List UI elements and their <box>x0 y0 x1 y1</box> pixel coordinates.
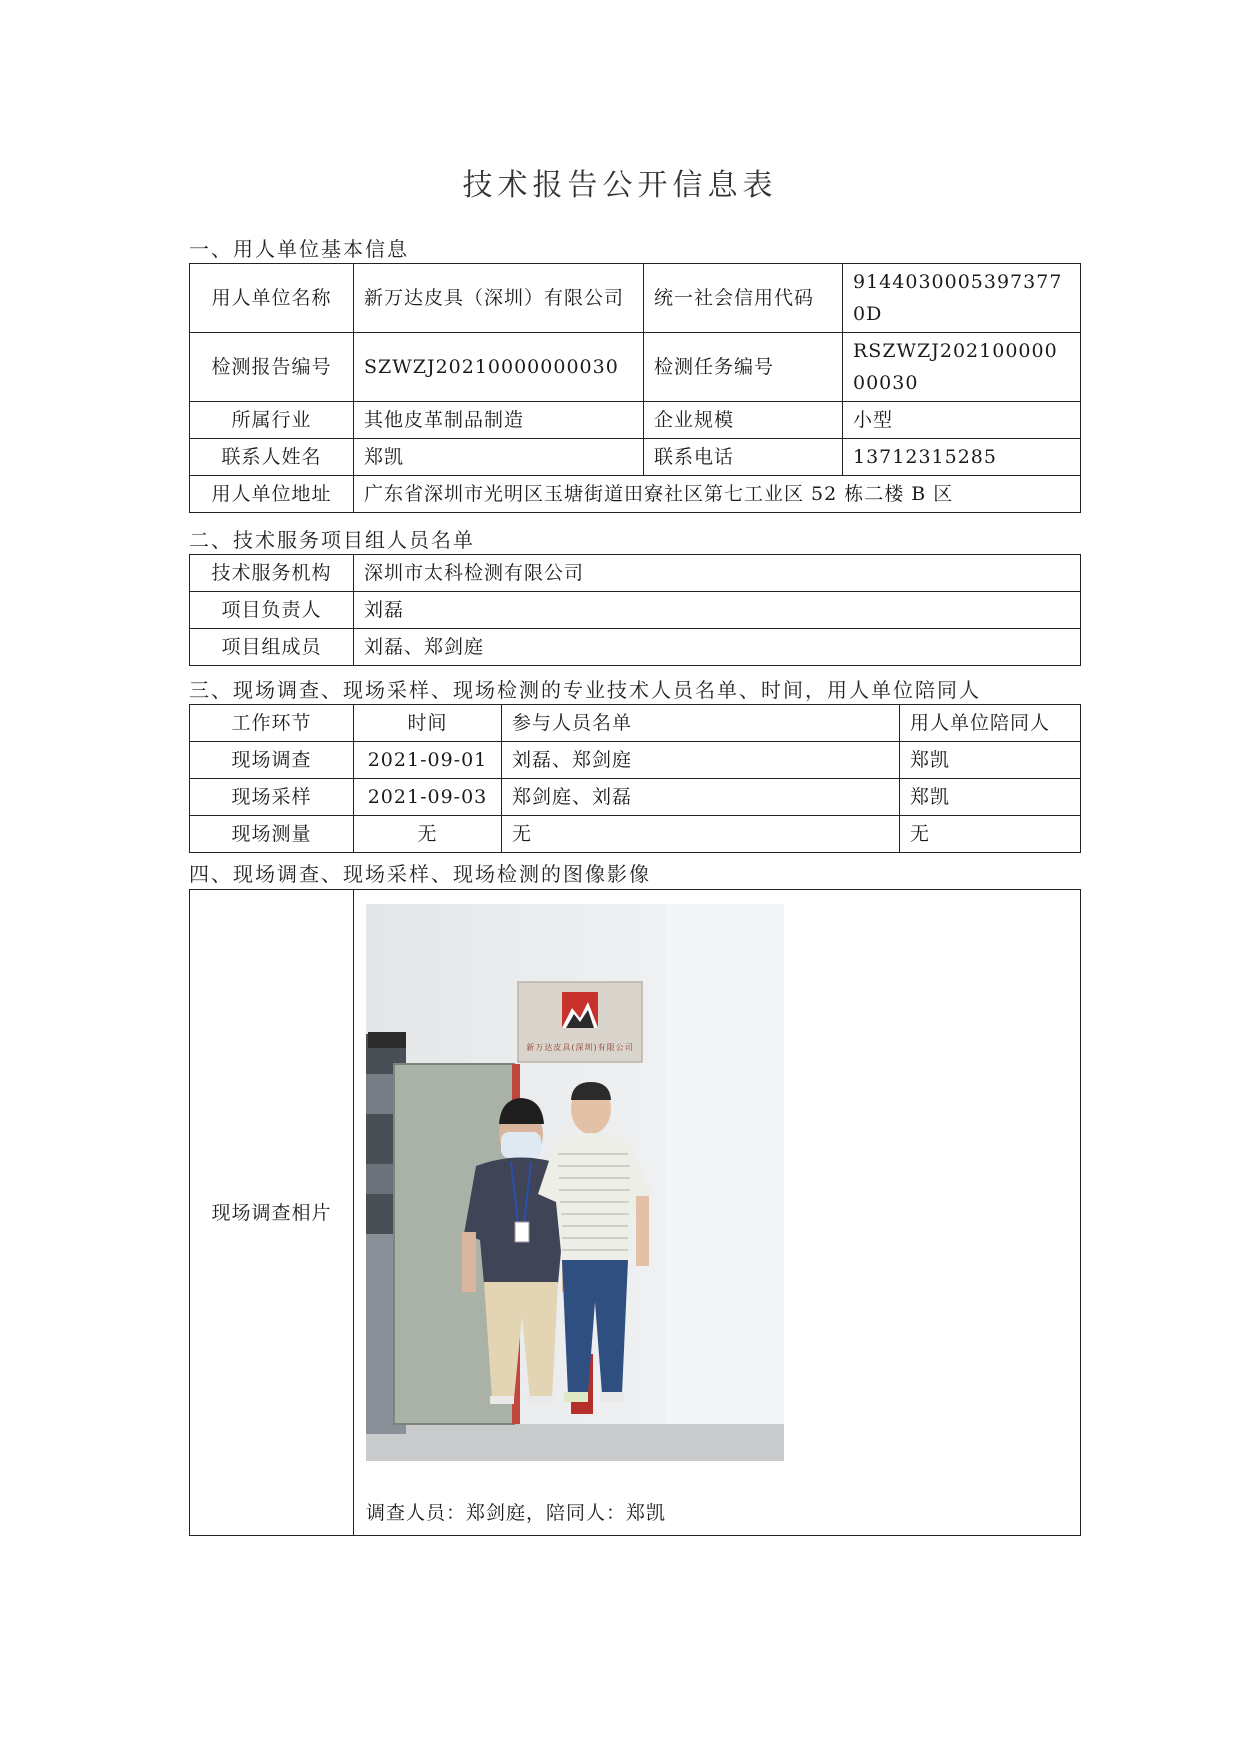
stage-cell: 现场测量 <box>190 816 354 853</box>
task-number-value: RSZWZJ20210000000030 <box>843 333 1081 402</box>
table-header-row <box>190 705 1081 742</box>
phone-value: 13712315285 <box>843 439 1081 476</box>
table-row <box>190 742 1081 779</box>
photo-label: 现场调查相片 <box>190 890 354 1536</box>
table-row <box>190 779 1081 816</box>
photo-table <box>189 889 1081 1536</box>
section-3-heading: 三、现场调查、现场采样、现场检测的专业技术人员名单、时间，用人单位陪同人 <box>189 678 981 702</box>
table-row <box>190 592 1081 629</box>
project-leader-value: 刘磊 <box>354 592 1081 629</box>
scale-value: 小型 <box>843 402 1081 439</box>
report-number-value: SZWZJ20210000000030 <box>354 333 644 402</box>
column-header: 参与人员名单 <box>502 705 900 742</box>
agency-label: 技术服务机构 <box>190 555 354 592</box>
table-row <box>190 476 1081 513</box>
time-cell: 无 <box>354 816 502 853</box>
site-survey-photo <box>366 904 784 1461</box>
sign-text: 新万达皮具(深圳)有限公司 <box>526 1043 634 1052</box>
members-cell: 郑剑庭、刘磊 <box>502 779 900 816</box>
table-row <box>190 333 1081 402</box>
team-members-value: 刘磊、郑剑庭 <box>354 629 1081 666</box>
phone-label: 联系电话 <box>644 439 843 476</box>
section-4-heading: 四、现场调查、现场采样、现场检测的图像影像 <box>189 862 651 886</box>
section-1-heading: 一、用人单位基本信息 <box>189 237 409 261</box>
column-header: 用人单位陪同人 <box>900 705 1081 742</box>
document-title: 技术报告公开信息表 <box>462 168 778 203</box>
industry-value: 其他皮革制品制造 <box>354 402 644 439</box>
contact-name-value: 郑凯 <box>354 439 644 476</box>
table-row <box>190 439 1081 476</box>
photo-illustration <box>366 904 784 1461</box>
column-header: 时间 <box>354 705 502 742</box>
section-2-heading: 二、技术服务项目组人员名单 <box>189 528 475 552</box>
basic-info-table <box>189 263 1081 513</box>
table-row <box>190 629 1081 666</box>
project-leader-label: 项目负责人 <box>190 592 354 629</box>
agency-value: 深圳市太科检测有限公司 <box>354 555 1081 592</box>
column-header: 工作环节 <box>190 705 354 742</box>
credit-code-label: 统一社会信用代码 <box>644 264 843 333</box>
employer-name-label: 用人单位名称 <box>190 264 354 333</box>
team-members-label: 项目组成员 <box>190 629 354 666</box>
members-cell: 无 <box>502 816 900 853</box>
industry-label: 所属行业 <box>190 402 354 439</box>
report-number-label: 检测报告编号 <box>190 333 354 402</box>
members-cell: 刘磊、郑剑庭 <box>502 742 900 779</box>
stage-cell: 现场采样 <box>190 779 354 816</box>
table-row <box>190 816 1081 853</box>
time-cell: 2021-09-03 <box>354 779 502 816</box>
escort-cell: 郑凯 <box>900 779 1081 816</box>
address-label: 用人单位地址 <box>190 476 354 513</box>
address-value: 广东省深圳市光明区玉塘街道田寮社区第七工业区 52 栋二楼 B 区 <box>354 476 1081 513</box>
escort-cell: 无 <box>900 816 1081 853</box>
project-team-table <box>189 554 1081 666</box>
photo-caption: 调查人员：郑剑庭，陪同人：郑凯 <box>366 1502 667 1524</box>
employer-name-value: 新万达皮具（深圳）有限公司 <box>354 264 644 333</box>
scale-label: 企业规模 <box>644 402 843 439</box>
credit-code-value: 91440300053973770D <box>843 264 1081 333</box>
field-work-table <box>189 704 1081 853</box>
contact-name-label: 联系人姓名 <box>190 439 354 476</box>
table-row <box>190 890 1081 1536</box>
table-row <box>190 555 1081 592</box>
table-row <box>190 264 1081 333</box>
table-row <box>190 402 1081 439</box>
time-cell: 2021-09-01 <box>354 742 502 779</box>
stage-cell: 现场调查 <box>190 742 354 779</box>
escort-cell: 郑凯 <box>900 742 1081 779</box>
task-number-label: 检测任务编号 <box>644 333 843 402</box>
photo-cell <box>354 890 1081 1536</box>
